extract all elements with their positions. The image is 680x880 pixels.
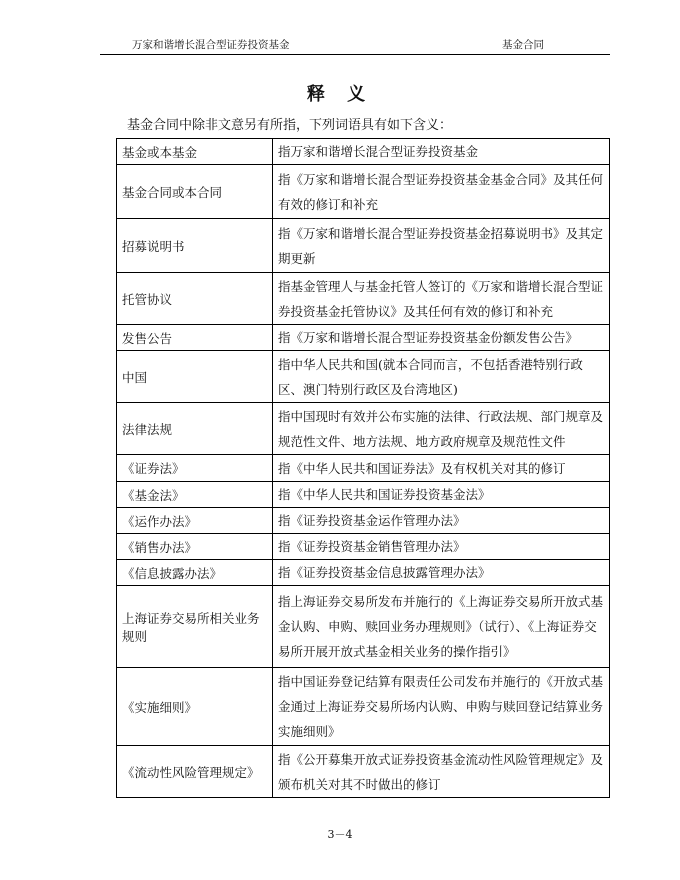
- table-row: [117, 351, 610, 403]
- definition-cell: 指《万家和谐增长混合型证券投资基金份额发售公告》: [273, 325, 610, 351]
- table-row: [117, 668, 610, 746]
- term-cell: 《运作办法》: [117, 508, 273, 534]
- definition-cell: 指《万家和谐增长混合型证券投资基金基金合同》及其任何有效的修订和补充: [273, 165, 610, 219]
- table-row: [117, 273, 610, 325]
- term-cell: 《证券法》: [117, 455, 273, 482]
- term-cell: 《基金法》: [117, 482, 273, 508]
- definition-cell: 指《中华人民共和国证券法》及有权机关对其的修订: [273, 455, 610, 482]
- page-header: [100, 36, 610, 55]
- definition-cell: 指基金管理人与基金托管人签订的《万家和谐增长混合型证券投资基金托管协议》及其任何有效的修订和补充: [273, 273, 610, 325]
- definition-cell: 指《中华人民共和国证券投资基金法》: [273, 482, 610, 508]
- table-row: [117, 482, 610, 508]
- definition-cell: 指中华人民共和国(就本合同而言，不包括香港特别行政区、澳门特别行政区及台湾地区): [273, 351, 610, 403]
- definition-cell: 指《万家和谐增长混合型证券投资基金招募说明书》及其定期更新: [273, 219, 610, 273]
- definition-cell: 指中国现时有效并公布实施的法律、行政法规、部门规章及规范性文件、地方法规、地方政府规章及规范性文件: [273, 403, 610, 455]
- table-row: [117, 560, 610, 586]
- term-cell: 法律法规: [117, 403, 273, 455]
- definition-cell: 指万家和谐增长混合型证券投资基金: [273, 139, 610, 165]
- term-cell: 《流动性风险管理规定》: [117, 746, 273, 798]
- term-cell: 《销售办法》: [117, 534, 273, 560]
- definition-cell: 指《公开募集开放式证券投资基金流动性风险管理规定》及颁布机关对其不时做出的修订: [273, 746, 610, 798]
- header-doc-type: 基金合同: [502, 39, 544, 51]
- definition-cell: 指《证券投资基金信息披露管理办法》: [273, 560, 610, 586]
- header-fund-name: 万家和谐增长混合型证券投资基金: [132, 39, 290, 51]
- table-row: [117, 139, 610, 165]
- table-row: [117, 455, 610, 482]
- term-cell: 上海证券交易所相关业务规则: [117, 586, 273, 668]
- table-row: [117, 508, 610, 534]
- term-cell: 托管协议: [117, 273, 273, 325]
- table-row: [117, 219, 610, 273]
- definition-cell: 指上海证券交易所发布并施行的《上海证券交易所开放式基金认购、申购、赎回业务办理规则》（试行）、《上海证券交易所开展开放式基金相关业务的操作指引》: [273, 586, 610, 668]
- term-cell: 《实施细则》: [117, 668, 273, 746]
- table-row: [117, 325, 610, 351]
- term-cell: 基金合同或本合同: [117, 165, 273, 219]
- table-row: [117, 534, 610, 560]
- definition-cell: 指《证券投资基金销售管理办法》: [273, 534, 610, 560]
- definition-cell: 指中国证券登记结算有限责任公司发布并施行的《开放式基金通过上海证券交易所场内认购、申购与赎回登记结算业务实施细则》: [273, 668, 610, 746]
- term-cell: 招募说明书: [117, 219, 273, 273]
- table-row: [117, 403, 610, 455]
- definitions-table: [116, 138, 610, 798]
- table-row: [117, 746, 610, 798]
- table-row: [117, 586, 610, 668]
- definition-cell: 指《证券投资基金运作管理办法》: [273, 508, 610, 534]
- term-cell: 《信息披露办法》: [117, 560, 273, 586]
- page-title: 释 义: [306, 84, 374, 105]
- table-row: [117, 165, 610, 219]
- intro-text: 基金合同中除非文意另有所指，下列词语具有如下含义：: [127, 118, 453, 133]
- term-cell: 基金或本基金: [117, 139, 273, 165]
- term-cell: 中国: [117, 351, 273, 403]
- term-cell: 发售公告: [117, 325, 273, 351]
- page-number: 3－4: [327, 828, 353, 841]
